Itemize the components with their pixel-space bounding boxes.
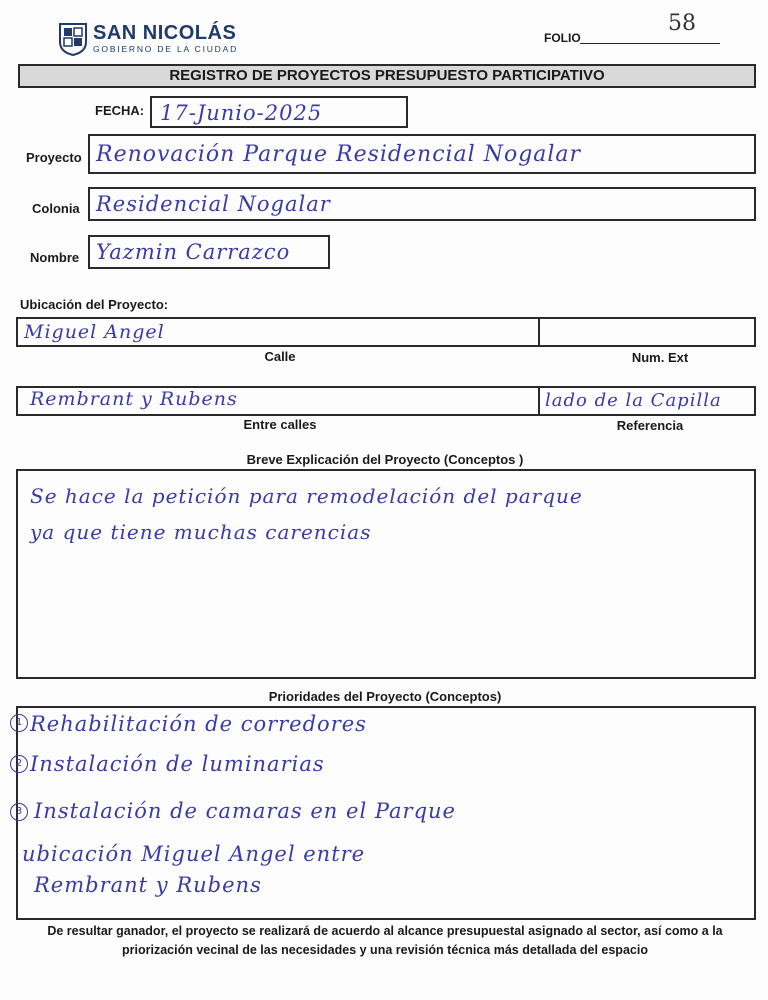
entre-calles-caption: Entre calles xyxy=(243,417,317,432)
priority-marker-3: 3 xyxy=(10,803,28,821)
priority-marker-2: 2 xyxy=(10,755,28,773)
entre-calles-value: Rembrant y Rubens xyxy=(30,388,238,410)
priority-item-3: Instalación de camaras en el Parque xyxy=(34,799,456,823)
explicacion-text xyxy=(30,478,583,550)
nombre-label: Nombre xyxy=(30,250,80,265)
fecha-label: FECHA: xyxy=(95,103,145,118)
fecha-value: 17-Junio-2025 xyxy=(160,101,323,125)
proyecto-label: Proyecto xyxy=(26,150,82,165)
explicacion-title: Breve Explicación del Proyecto (Conceptos ) xyxy=(246,452,524,467)
priority-item-1: Rehabilitación de corredores xyxy=(30,712,367,736)
colonia-label: Colonia xyxy=(32,201,80,216)
calle-value: Miguel Angel xyxy=(24,321,165,343)
footer-note xyxy=(40,922,730,960)
brand-name: SAN NICOLÁS xyxy=(93,22,237,44)
calle-caption: Calle xyxy=(264,349,296,364)
folio-value: 58 xyxy=(668,11,696,36)
num-ext-caption: Num. Ext xyxy=(631,350,689,365)
colonia-value: Residencial Nogalar xyxy=(96,192,331,216)
form-title: REGISTRO DE PROYECTOS PRESUPUESTO PARTICIPATIVO xyxy=(18,64,756,88)
ubicacion-label: Ubicación del Proyecto: xyxy=(20,297,169,312)
explicacion-line-2: ya que tiene muchas carencias xyxy=(30,520,372,544)
footer-line-1: De resultar ganador, el proyecto se realizará de acuerdo al alcance presupuestal asignado al sector, así como a la xyxy=(47,924,723,938)
priority-extra-1: ubicación Miguel Angel entre xyxy=(22,842,366,866)
prioridades-title: Prioridades del Proyecto (Conceptos) xyxy=(268,689,502,704)
proyecto-value: Renovación Parque Residencial Nogalar xyxy=(96,142,582,167)
referencia-caption: Referencia xyxy=(616,418,684,433)
brand-subtitle: GOBIERNO DE LA CIUDAD xyxy=(93,44,239,54)
city-logo xyxy=(58,22,88,56)
folio-line xyxy=(580,43,720,44)
nombre-value: Yazmin Carrazco xyxy=(96,240,291,264)
priority-item-2: Instalación de luminarias xyxy=(30,752,325,776)
footer-line-2: priorización vecinal de las necesidades y una revisión técnica más detallada del espacio xyxy=(122,943,648,957)
folio-label: FOLIO xyxy=(544,31,581,45)
num-ext-field[interactable] xyxy=(538,317,756,347)
referencia-value: lado de la Capilla xyxy=(545,390,722,411)
explicacion-line-1: Se hace la petición para remodelación del parque xyxy=(30,484,583,508)
priority-extra-2: Rembrant y Rubens xyxy=(34,873,262,897)
priority-marker-1: 1 xyxy=(10,714,28,732)
